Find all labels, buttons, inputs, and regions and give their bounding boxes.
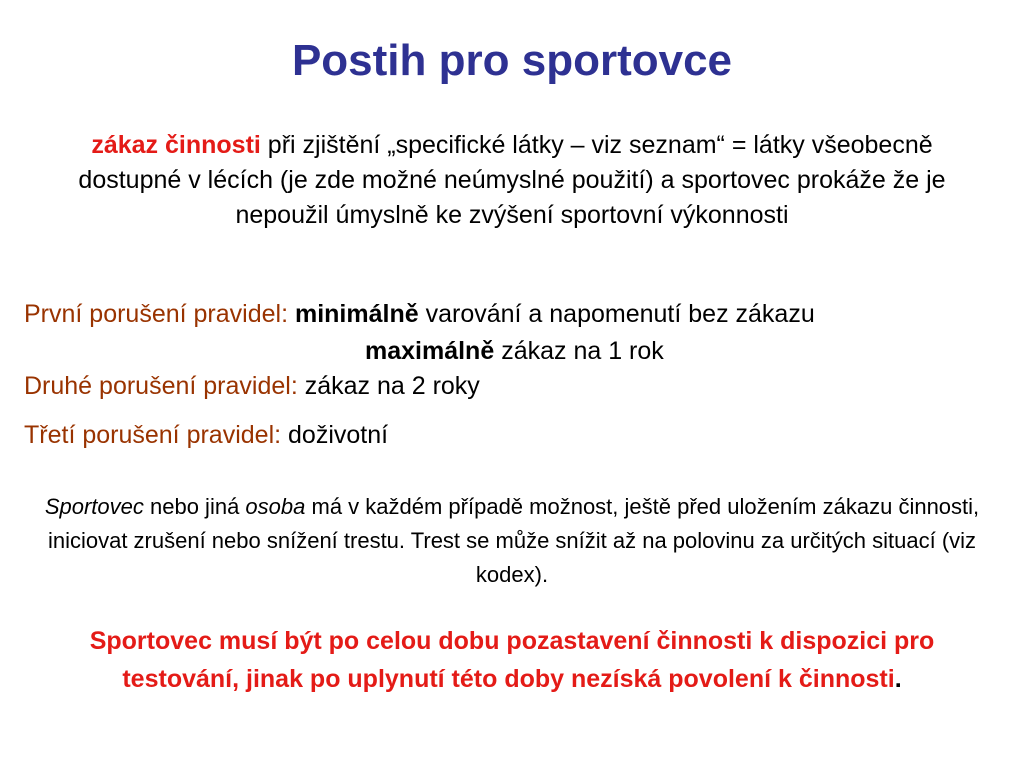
rule-third-label: Třetí porušení pravidel: (24, 421, 289, 449)
rule-second-line (24, 369, 480, 403)
rule-third-text: doživotní (288, 421, 389, 449)
intro-paragraph (40, 128, 984, 233)
rule-first-label: První porušení pravidel: (24, 300, 295, 328)
intro-text: při zjištění „specifické látky – viz seznam“ = látky všeobecně dostupné v lécích (je zde možné neúmyslné použití) a sportovec prokáže že je nepoužil úmyslně ke zvýšení sportovní výkonnosti (78, 131, 946, 229)
rule-first-max-line (365, 334, 664, 368)
rule-first-min-strong: minimálně (294, 300, 419, 328)
note-part2: má v každém případě možnost, ještě před uložením zákazu činnosti, iniciovat zrušení nebo snížení trestu. Trest se může snížit až na polovinu za určitých situací (viz kodex). (47, 494, 980, 587)
rule-second-text: zákaz na 2 roky (304, 372, 480, 400)
note-italic-sportovec: Sportovec (44, 494, 144, 519)
note-italic-osoba: osoba (245, 494, 306, 519)
intro-keyword: zákaz činnosti (91, 131, 261, 159)
note-part1: nebo jiná (143, 494, 246, 519)
note-paragraph (30, 490, 994, 592)
warning-end: . (894, 665, 902, 693)
rule-first-max-text: zákaz na 1 rok (494, 337, 664, 365)
rule-second-label: Druhé porušení pravidel: (24, 372, 305, 400)
rule-first-min-text: varování a napomenutí bez zákazu (418, 300, 815, 328)
warning-paragraph (40, 622, 984, 698)
rule-third-line (24, 418, 388, 452)
rule-first-line (24, 297, 815, 331)
slide-title: Postih pro sportovce (291, 36, 733, 85)
rule-first-max-strong: maximálně (365, 337, 495, 365)
warning-text: Sportovec musí být po celou dobu pozastavení činnosti k dispozici pro testování, jinak po uplynutí této doby nezíská povolení k činnosti (89, 627, 935, 693)
